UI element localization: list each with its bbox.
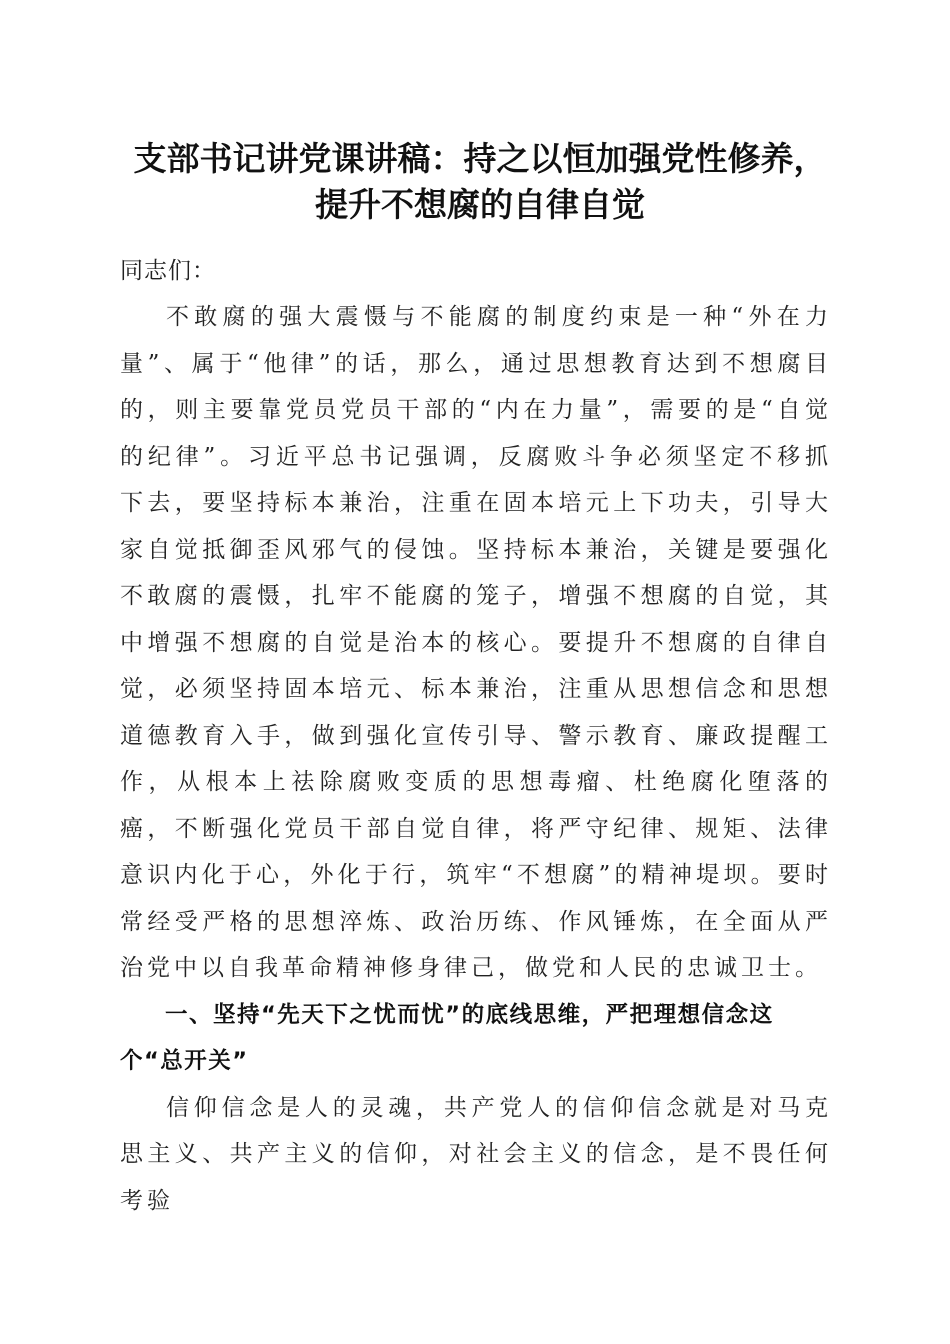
section-heading-1: 一、坚持“先天下之忧而忧”的底线思维，严把理想信念这个“总开关” [120, 1001, 774, 1074]
paragraph-intro: 不敢腐的强大震慑与不能腐的制度约束是一种“外在力量”、属于“他律”的话，那么，通过思想教育达到不想腐目的，则主要靠党员党员干部的“内在力量”，需要的是“自觉的纪律”。习近平总书记强调，反腐败斗争必须坚定不移抓下去，要坚持标本兼治，注重在固本培元上下功夫，引导大家自觉抵御歪风邪气的侵蚀。坚持标本兼治，关键是要强化不敢腐的震慑，扎牢不能腐的笼子，增强不想腐的自觉，其中增强不想腐的自觉是治本的核心。要提升不想腐的自律自觉，必须坚持固本培元、标本兼治，注重从思想信念和思想道德教育入手，做到强化宣传引导、警示教育、廉政提醒工作，从根本上祛除腐败变质的思想毒瘤、杜绝腐化堕落的癌，不断强化党员干部自觉自律，将严守纪律、规矩、法律意识内化于心，外化于行，筑牢“不想腐”的精神堤坝。要时常经受严格的思想淬炼、政治历练、作风锤炼，在全面从严治党中以自我革命精神修身律己，做党和人民的忠诚卫士。 [120, 304, 832, 981]
salutation: 同志们： [120, 258, 216, 284]
paragraph-section-1: 信仰信念是人的灵魂，共产党人的信仰信念就是对马克思主义、共产主义的信仰，对社会主义的信念，是不畏任何考验 [120, 1094, 832, 1214]
title-line-1: 支部书记讲党课讲稿：持之以恒加强党性修养， [133, 139, 827, 178]
document-body [120, 248, 832, 1224]
title-line-2: 提升不想腐的自律自觉 [315, 185, 645, 224]
document-title [100, 136, 860, 228]
